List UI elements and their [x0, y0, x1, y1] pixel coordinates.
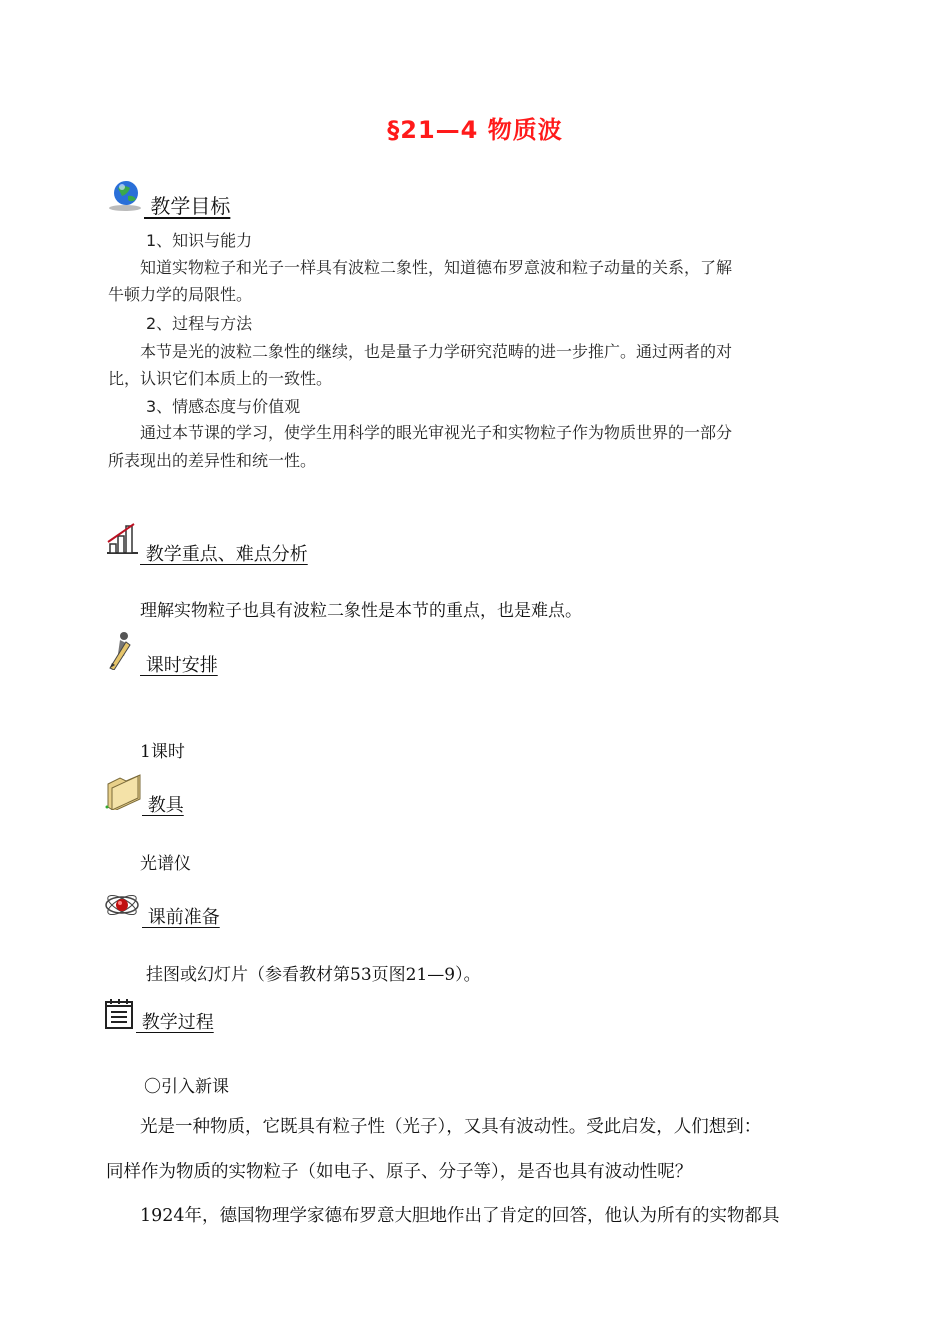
emotion-text-2: 所表现出的差异性和统一性。 — [108, 451, 317, 470]
pencil-icon — [106, 630, 138, 674]
process-text-2: 比，认识它们本质上的一致性。 — [108, 369, 333, 388]
page-title: §21—4 物质波 — [387, 116, 563, 144]
objectives-heading: 教学目标 — [144, 194, 231, 218]
globe-icon — [108, 178, 144, 216]
knowledge-label: 1、知识与能力 — [146, 231, 253, 250]
preparation-text: 挂图或幻灯片（参看教材第53页图21—9）。 — [146, 965, 481, 985]
tools-heading: 教具 — [142, 795, 184, 816]
intro-label: 〇引入新课 — [144, 1077, 229, 1097]
schedule-text: 1课时 — [140, 742, 185, 762]
process-text-1: 本节是光的波粒二象性的继续，也是量子力学研究范畴的进一步推广。通过两者的对 — [140, 342, 733, 361]
process-paragraph-2: 同样作为物质的实物粒子（如电子、原子、分子等），是否也具有波动性呢？ — [106, 1162, 693, 1182]
emotion-text-1: 通过本节课的学习，使学生用科学的眼光审视光子和实物粒子作为物质世界的一部分 — [140, 423, 733, 442]
emotion-label: 3、情感态度与价值观 — [146, 397, 301, 416]
key-points-heading: 教学重点、难点分析 — [140, 544, 308, 565]
process-heading: 教学过程 — [136, 1012, 214, 1033]
knowledge-text-1: 知道实物粒子和光子一样具有波粒二象性，知道德布罗意波和粒子动量的关系，了解 — [140, 258, 733, 277]
atom-icon — [104, 890, 140, 924]
notepad-icon — [104, 998, 134, 1034]
folder-icon — [104, 772, 144, 814]
preparation-heading: 课前准备 — [142, 907, 220, 928]
process-paragraph-3: 1924年，德国物理学家德布罗意大胆地作出了肯定的回答，他认为所有的实物都具 — [140, 1206, 780, 1226]
key-points-text: 理解实物粒子也具有波粒二象性是本节的重点，也是难点。 — [140, 601, 582, 621]
bar-chart-icon — [104, 520, 140, 560]
process-label: 2、过程与方法 — [146, 314, 253, 333]
process-paragraph-1: 光是一种物质，它既具有粒子性（光子），又具有波动性。受此启发，人们想到： — [140, 1117, 762, 1137]
knowledge-text-2: 牛顿力学的局限性。 — [108, 285, 253, 304]
schedule-heading: 课时安排 — [140, 655, 218, 676]
tools-text: 光谱仪 — [140, 854, 191, 874]
